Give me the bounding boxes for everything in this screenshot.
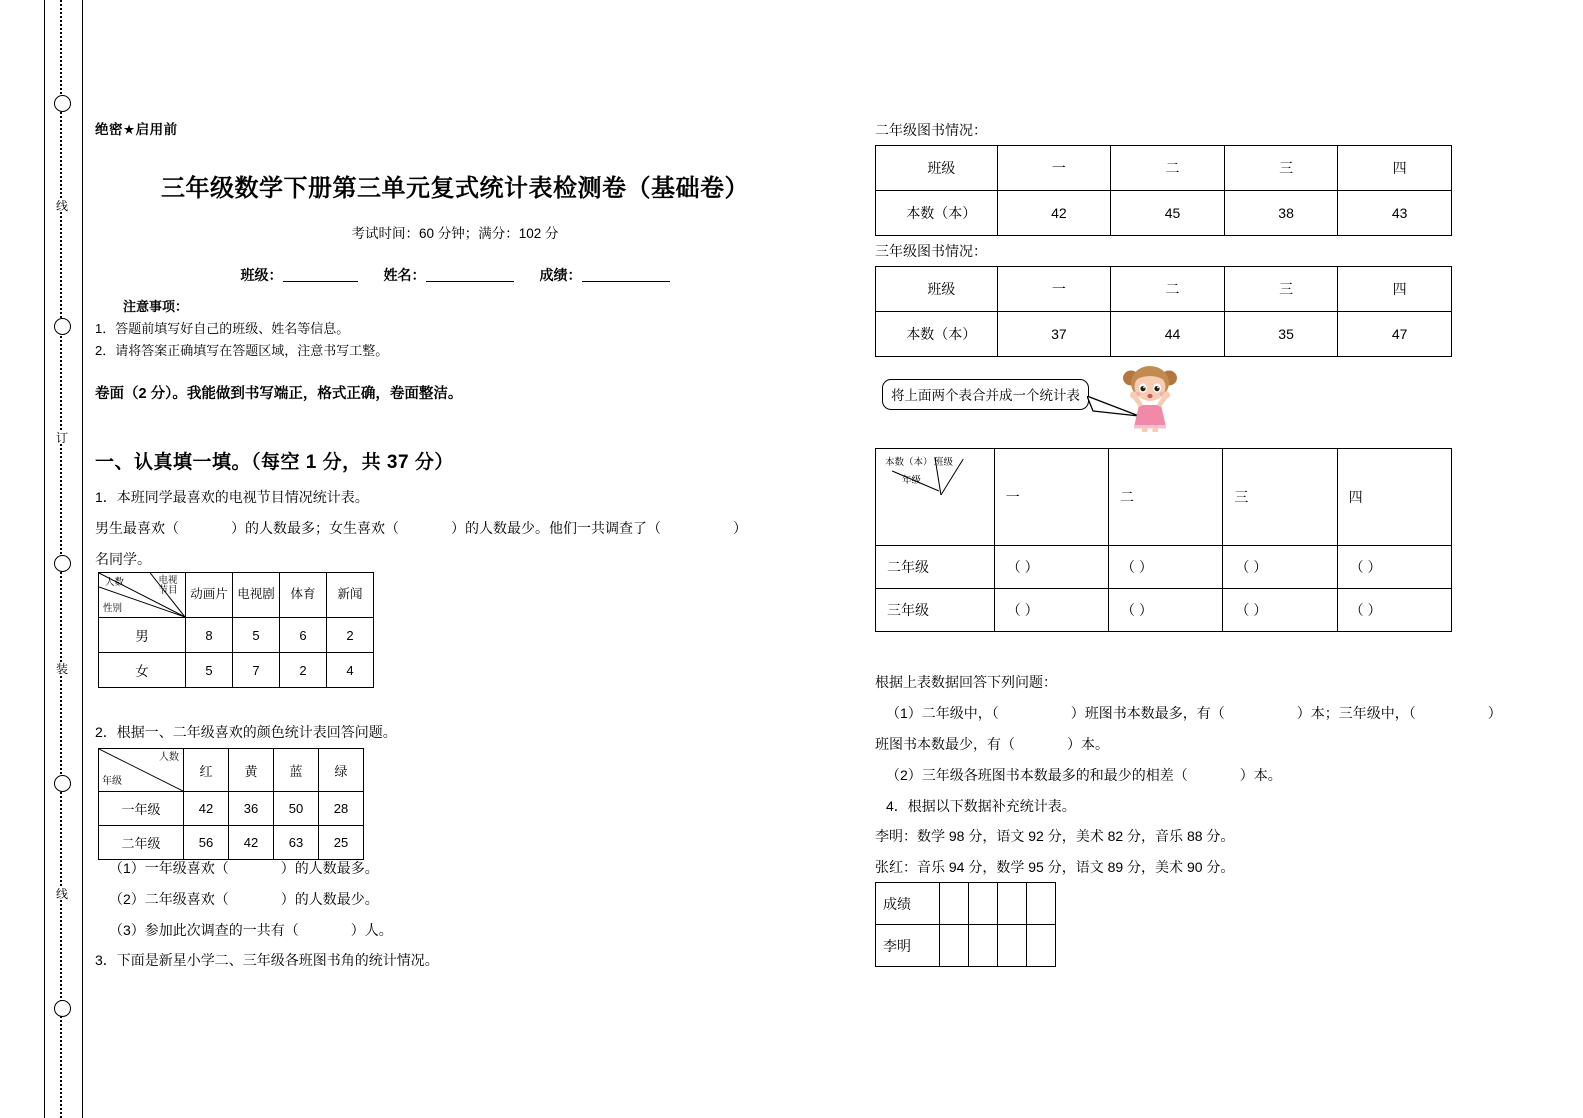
binding-mark-xian: 线 (50, 888, 74, 900)
secret-label: 绝密★启用前 (95, 122, 178, 137)
color-cell: 50 (274, 792, 319, 826)
binding-mark-zhuang: 装 (50, 663, 74, 675)
class-field-label: 班级： (240, 267, 283, 283)
merged-statistics-table (875, 448, 1452, 632)
name-field-blank[interactable] (426, 266, 514, 282)
tv-row-label: 男 (99, 618, 186, 653)
books-cell: 37 (997, 312, 1111, 357)
tv-category: 新闻 (327, 573, 374, 618)
favorite-color-table (98, 748, 364, 860)
score-field-label: 成绩： (539, 267, 582, 283)
table-row (99, 826, 364, 860)
tv-table-corner-header (99, 573, 186, 618)
tv-hdr-gender: 性别 (103, 602, 123, 614)
tv-cell: 5 (233, 618, 280, 653)
rq1-a: （1）二年级中，（ (886, 705, 999, 721)
zhanghong-scores: 张红：音乐 94 分，数学 95 分，语文 89 分，美术 90 分。 (875, 859, 1235, 875)
right-question-2 (886, 765, 1282, 785)
rq1-d: ） (1487, 705, 1502, 721)
books-cell: 45 (1111, 191, 1225, 236)
notice-item-1: 1．答题前填写好自己的班级、姓名等信息。 (95, 321, 350, 336)
question-2-sub-2 (109, 889, 379, 909)
grade2-books-label: 二年级图书情况： (875, 122, 987, 138)
grade2-books-table (875, 145, 1452, 236)
tv-category: 体育 (280, 573, 327, 618)
student-info-line (95, 265, 815, 285)
books-cell: 35 (1224, 312, 1338, 357)
rq1-e: 班图书本数最少，有（ (875, 736, 1015, 752)
question-1-tail: 名同学。 (95, 551, 151, 567)
color-cell: 42 (184, 792, 229, 826)
merge-row-label: 三年级 (876, 589, 995, 632)
rq2-pre: （2）三年级各班图书本数最多的和最少的相差（ (886, 767, 1188, 783)
q1-text-c: ）的人数最少。他们一共调查了（ (451, 520, 661, 536)
table-row (99, 653, 374, 688)
books-row-head-class: 班级 (876, 267, 998, 312)
merge-answer-blank[interactable]: （ ） (1223, 546, 1337, 589)
table-header-row (99, 573, 374, 618)
books-cell: 47 (1338, 312, 1452, 357)
class-number: 四 (1338, 146, 1452, 191)
merge-hdr-class: 班级 (934, 457, 954, 468)
color-row-label: 二年级 (99, 826, 184, 860)
merge-answer-blank[interactable]: （ ） (1337, 589, 1451, 632)
table-header-row (876, 449, 1452, 546)
books-cell: 38 (1224, 191, 1338, 236)
color-cell: 36 (229, 792, 274, 826)
merge-answer-blank[interactable]: （ ） (994, 546, 1108, 589)
merge-answer-blank[interactable]: （ ） (1109, 546, 1223, 589)
merge-hdr-count: 本数（本） (885, 457, 933, 468)
right-question-1-line2 (875, 734, 1109, 754)
color-cell: 25 (319, 826, 364, 860)
tv-cell: 7 (233, 653, 280, 688)
notice-item-2: 2．请将答案正确填写在答题区域，注意书写工整。 (95, 343, 389, 358)
color-hdr-count: 人数 (159, 752, 179, 763)
books-row-head-class: 班级 (876, 146, 998, 191)
score-empty-cell[interactable] (969, 925, 998, 967)
tv-cell: 5 (186, 653, 233, 688)
right-questions-lead: 根据上表数据回答下列问题： (875, 674, 1057, 690)
tv-row-label: 女 (99, 653, 186, 688)
color-category: 黄 (229, 749, 274, 792)
class-number: 一 (997, 267, 1111, 312)
q2a-post: ）的人数最多。 (280, 860, 379, 876)
question-2-sub-1 (109, 858, 379, 878)
merge-answer-blank[interactable]: （ ） (994, 589, 1108, 632)
score-fill-table (875, 882, 1056, 967)
color-cell: 28 (319, 792, 364, 826)
merge-class-number: 三 (1223, 449, 1337, 546)
tv-category: 动画片 (186, 573, 233, 618)
table-header-row (99, 749, 364, 792)
merge-answer-blank[interactable]: （ ） (1223, 589, 1337, 632)
books-cell: 42 (997, 191, 1111, 236)
binding-mark-ding: 订 (50, 432, 74, 444)
table-row (876, 883, 1056, 925)
table-row (99, 792, 364, 826)
score-empty-cell[interactable] (998, 883, 1027, 925)
neatness-note: 卷面（2 分）。我能做到书写端正，格式正确，卷面整洁。 (95, 386, 463, 402)
question-1-body (95, 518, 865, 538)
question-2-title: 2．根据一、二年级喜欢的颜色统计表回答问题。 (95, 724, 397, 740)
merge-answer-blank[interactable]: （ ） (1109, 589, 1223, 632)
q1-text-d: ） (733, 520, 747, 536)
score-row-label: 李明 (876, 925, 940, 967)
score-empty-cell[interactable] (940, 925, 969, 967)
table-row (876, 191, 1452, 236)
score-row-label: 成绩 (876, 883, 940, 925)
books-row-head-count: 本数（本） (876, 312, 998, 357)
color-row-label: 一年级 (99, 792, 184, 826)
q2c-post: ）人。 (350, 922, 393, 938)
table-row (876, 589, 1452, 632)
score-empty-cell[interactable] (1027, 883, 1056, 925)
class-number: 四 (1338, 267, 1452, 312)
tv-cell: 6 (280, 618, 327, 653)
notice-heading: 注意事项： (123, 299, 189, 314)
merge-class-number: 二 (1109, 449, 1223, 546)
table-header-row (876, 146, 1452, 191)
question-1-title: 1．本班同学最喜欢的电视节目情况统计表。 (95, 489, 369, 505)
q2b-post: ）的人数最少。 (280, 891, 379, 907)
table-row (99, 618, 374, 653)
color-category: 绿 (319, 749, 364, 792)
score-field-blank[interactable] (582, 266, 670, 282)
books-cell: 44 (1111, 312, 1225, 357)
section-1-heading: 一、认真填一填。（每空 1 分，共 37 分） (95, 452, 454, 473)
name-field-label: 姓名： (383, 267, 426, 283)
merge-table-corner-header (876, 449, 995, 546)
books-cell: 43 (1338, 191, 1452, 236)
rq1-b: ）班图书本数最多，有（ (1070, 705, 1225, 721)
table-header-row (876, 267, 1452, 312)
question-3-title: 3．下面是新星小学二、三年级各班图书角的统计情况。 (95, 952, 439, 968)
score-empty-cell[interactable] (998, 925, 1027, 967)
score-empty-cell[interactable] (940, 883, 969, 925)
liming-scores: 李明：数学 98 分，语文 92 分，美术 82 分，音乐 88 分。 (875, 828, 1235, 844)
table-row (876, 546, 1452, 589)
grade3-books-table (875, 266, 1452, 357)
merge-class-number: 四 (1337, 449, 1451, 546)
color-category: 红 (184, 749, 229, 792)
class-number: 三 (1224, 267, 1338, 312)
q2a-pre: （1）一年级喜欢（ (109, 860, 229, 876)
rq1-f: ）本。 (1067, 736, 1109, 752)
question-4-title: 4．根据以下数据补充统计表。 (886, 798, 1076, 814)
q2b-pre: （2）二年级喜欢（ (109, 891, 229, 907)
tv-cell: 8 (186, 618, 233, 653)
tv-category: 电视剧 (233, 573, 280, 618)
right-question-1-line1 (886, 703, 1506, 723)
q1-text-a: 男生最喜欢（ (95, 520, 179, 536)
books-row-head-count: 本数（本） (876, 191, 998, 236)
score-empty-cell[interactable] (969, 883, 998, 925)
tv-hdr-count: 人数 (105, 577, 125, 588)
speech-bubble: 将上面两个表合并成一个统计表 (882, 379, 1089, 410)
rq1-c: ）本；三年级中，（ (1296, 705, 1416, 721)
binding-mark-xian: 线 (50, 200, 74, 212)
grade3-books-label: 三年级图书情况： (875, 243, 987, 259)
color-cell: 63 (274, 826, 319, 860)
class-number: 二 (1111, 146, 1225, 191)
rq2-post: ）本。 (1239, 767, 1282, 783)
color-cell: 56 (184, 826, 229, 860)
tv-program-table (98, 572, 374, 688)
color-cell: 42 (229, 826, 274, 860)
instruction-callout (875, 376, 1175, 424)
merge-row-label: 二年级 (876, 546, 995, 589)
question-2-sub-3 (109, 920, 393, 940)
merge-class-number: 一 (994, 449, 1108, 546)
class-field-blank[interactable] (283, 266, 358, 282)
merge-answer-blank[interactable]: （ ） (1337, 546, 1451, 589)
score-empty-cell[interactable] (1027, 925, 1056, 967)
q2c-pre: （3）参加此次调查的一共有（ (109, 922, 299, 938)
q1-text-b: ）的人数最多；女生喜欢（ (231, 520, 399, 536)
class-number: 二 (1111, 267, 1225, 312)
girl-illustration-icon (1119, 361, 1181, 433)
exam-info: 考试时间：60 分钟；满分：102 分 (351, 226, 559, 241)
class-number: 一 (997, 146, 1111, 191)
table-row (876, 312, 1452, 357)
merge-hdr-grade: 年级 (902, 475, 922, 486)
page-title: 三年级数学下册第三单元复式统计表检测卷（基础卷） (161, 175, 749, 202)
class-number: 三 (1224, 146, 1338, 191)
tv-hdr-program: 电视节目 (158, 575, 178, 596)
color-category: 蓝 (274, 749, 319, 792)
tv-cell: 4 (327, 653, 374, 688)
color-table-corner-header (99, 749, 184, 792)
color-hdr-grade: 年级 (102, 776, 122, 787)
table-row (876, 925, 1056, 967)
tv-cell: 2 (280, 653, 327, 688)
tv-cell: 2 (327, 618, 374, 653)
